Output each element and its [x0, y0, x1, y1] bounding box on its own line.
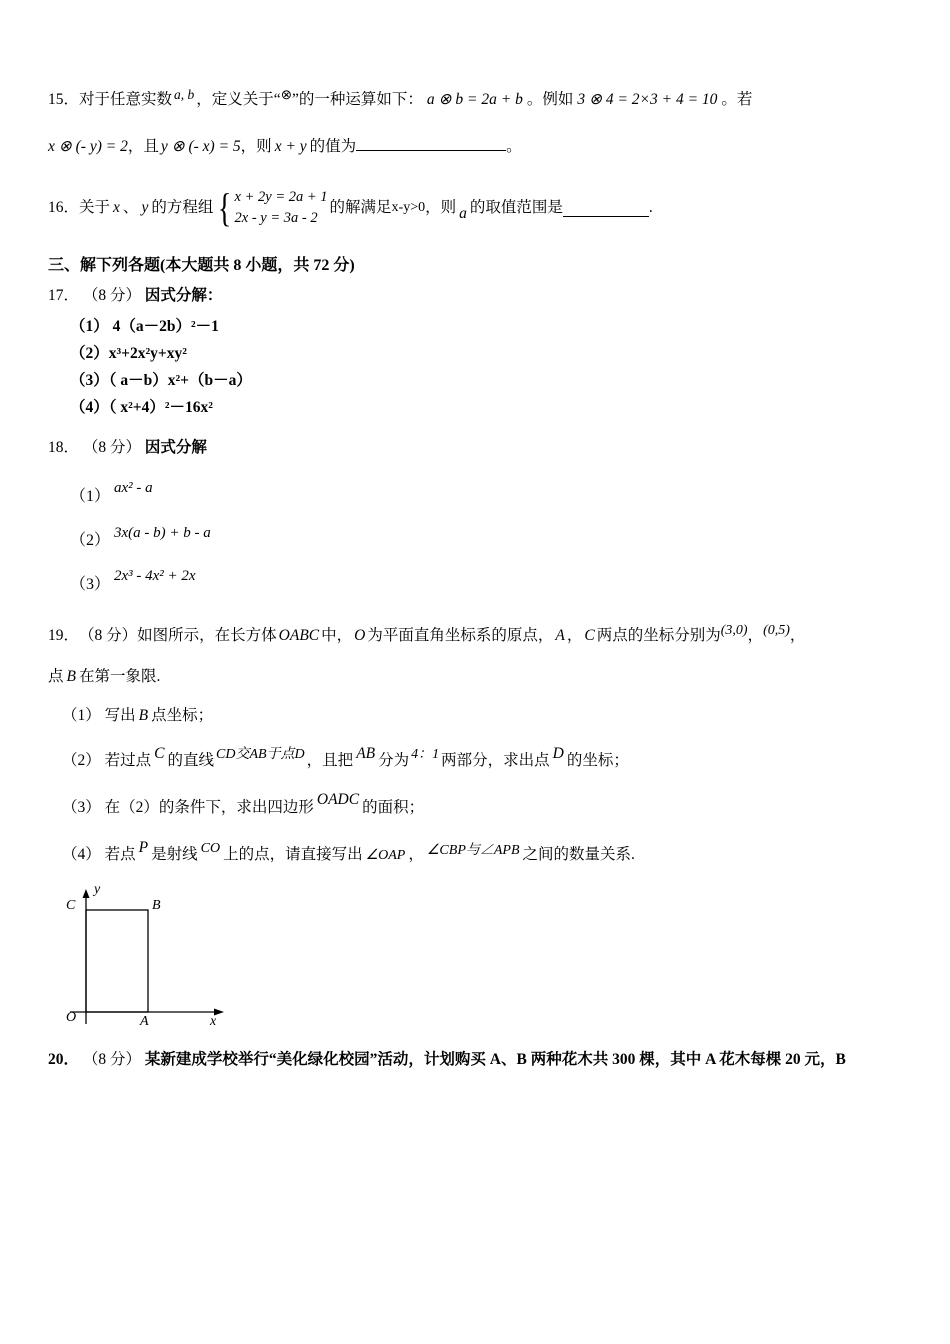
figure-label-C: C — [66, 897, 76, 913]
figure-label-O: O — [66, 1009, 77, 1025]
q19-score: （8 分） — [79, 626, 138, 644]
q19-sub4-point-P: P — [138, 838, 149, 856]
q19-line1c: 为平面直角坐标系的原点， — [367, 626, 554, 644]
q19-sub4-comma: ， — [408, 845, 424, 863]
q19-sub4a: （4） 若点 — [62, 845, 136, 863]
q15-mid4: 。若 — [721, 91, 753, 108]
q19-sub2c: ，且把 — [306, 751, 354, 769]
q15-operator: ⊗ — [280, 87, 292, 102]
q18-label-1: （1） — [70, 487, 111, 505]
q19-sub2-line-cd: CD交AB于点D — [216, 746, 305, 762]
q18-item-3 — [70, 564, 908, 594]
q16-system-line-2: 2x - y = 3a - 2 — [234, 210, 318, 227]
q19-line1b: 中， — [321, 626, 353, 644]
q19-sub4b: 是射线 — [151, 845, 198, 863]
question-15 — [48, 88, 908, 159]
q19-comma: ， — [566, 626, 583, 644]
q19-sub2b: 的直线 — [167, 751, 214, 769]
q19-solid-name: OABC — [278, 626, 320, 644]
q18-number: 18． — [48, 439, 80, 457]
q17-number: 17． — [48, 287, 80, 305]
coordinate-figure — [58, 881, 258, 1034]
question-16 — [48, 187, 908, 231]
q17-item-2: （2）x³+2x²y+xy² — [70, 345, 187, 363]
q16-mid1: 的方程组 — [151, 199, 214, 217]
figure-axis-y-label: y — [94, 881, 101, 897]
q19-point-C: C — [584, 626, 595, 644]
q16-system-line-1: x + 2y = 2a + 1 — [234, 188, 328, 205]
q19-line2a: 点 — [48, 667, 64, 685]
q15-mid2: 的一种运算如下： — [298, 91, 423, 108]
q15-vars: a, b — [174, 87, 195, 102]
q19-number: 19． — [48, 626, 80, 644]
q15-mid5: ，则 — [240, 137, 272, 155]
q19-sub2-point-D: D — [552, 744, 564, 762]
q18-score: （8 分） — [82, 439, 142, 457]
q19-line1d: 两点的坐标分别为 — [596, 626, 721, 644]
q15-period: 。 — [506, 137, 522, 155]
q15-example: 3 ⊗ 4 = 2×3 + 4 = 10 — [577, 91, 718, 108]
q15-equation-2: y ⊗ (- x) = 5 — [160, 137, 241, 155]
figure-label-A: A — [140, 1013, 149, 1029]
q16-answer-blank[interactable] — [563, 200, 649, 217]
q15-answer-blank[interactable] — [356, 134, 506, 151]
q18-formula-1: ax² - a — [114, 479, 153, 496]
q15-quote-close: ” — [292, 91, 299, 108]
q16-separator: 、 — [122, 199, 139, 217]
q19-sub3a: （3） 在（2）的条件下，求出四边形 — [62, 798, 314, 816]
q15-quote-open: “ — [273, 91, 281, 108]
q16-system — [215, 187, 327, 231]
q18-formula-2: 3x(a - b) + b - a — [114, 524, 211, 541]
question-20 — [48, 1048, 908, 1073]
q19-point-A: A — [555, 626, 565, 644]
question-18 — [48, 435, 908, 461]
q19-sub2a: （2） 若过点 — [62, 751, 152, 769]
q19-sub2-ratio: 4：1 — [411, 746, 440, 762]
q16-param: a — [459, 205, 467, 223]
q15-definition: a ⊗ b = 2a + b — [426, 91, 523, 108]
q18-item-2 — [70, 520, 908, 550]
q19-sub2f: 的坐标； — [566, 751, 629, 769]
q17-title: 因式分解： — [144, 287, 223, 305]
q19-coord-C: (0,5) — [763, 622, 790, 638]
q20-text: 某新建成学校举行“美化绿化校园”活动，计划购买 A、B 两种花木共 300 棵，其中 A 花木每棵 20 元，B — [144, 1050, 846, 1068]
q16-mid3: ，则 — [425, 199, 457, 217]
q15-expression: x + y — [274, 137, 307, 155]
q16-number: 16． — [48, 199, 80, 217]
q15-equation-1: x ⊗ (- y) = 2 — [48, 137, 128, 155]
q19-sub1-point-B: B — [138, 706, 149, 724]
q15-number: 15． — [48, 91, 80, 108]
q19-sub4-angles: ∠CBP与∠APB — [426, 842, 520, 858]
q18-item-1 — [70, 476, 908, 506]
q19-sub2e: 两部分，求出点 — [441, 751, 550, 769]
q16-tail: 的取值范围是 — [469, 199, 563, 217]
q19-sub2d: 分为 — [378, 751, 410, 769]
q18-label-2: （2） — [70, 531, 111, 549]
q19-sub1a: （1） 写出 — [62, 706, 136, 724]
q19-line1a: 如图所示，在长方体 — [137, 626, 277, 644]
q19-point-B: B — [66, 667, 76, 685]
q19-line1e: ， — [747, 626, 764, 644]
q18-label-3: （3） — [70, 575, 111, 593]
q19-sub2-point-C: C — [154, 744, 165, 762]
q15-conjunction: ，且 — [127, 137, 159, 155]
q19-sub3b: 的面积； — [362, 798, 425, 816]
question-19 — [48, 620, 908, 870]
q20-number: 20． — [48, 1050, 80, 1068]
q17-score: （8 分） — [82, 287, 142, 305]
figure-axis-x-label: x — [210, 1013, 217, 1029]
q19-sub2-seg-ab: AB — [356, 744, 376, 762]
q18-formula-3: 2x³ - 4x² + 2x — [114, 567, 196, 584]
section-3-title: 三、解下列各题(本大题共 8 小题，共 72 分) — [48, 257, 355, 275]
q15-mid3: 。例如 — [526, 91, 574, 108]
q15-lead: 对于任意实数 — [79, 91, 173, 108]
q16-period: . — [648, 199, 653, 217]
q19-sub4-angle-oap: ∠OAP — [365, 847, 406, 863]
q19-sub1b: 点坐标； — [151, 706, 214, 724]
q16-condition: x-y>0 — [391, 200, 426, 216]
figure-label-B: B — [152, 897, 161, 913]
q17-item-3: （3）（ a－b）x²+（b－a） — [70, 372, 252, 390]
q15-tail: 的值为 — [309, 137, 357, 155]
q17-item-4: （4）（ x²+4）²－16x² — [70, 399, 213, 417]
system-brace: { — [218, 185, 232, 231]
q18-title: 因式分解 — [144, 439, 207, 457]
q19-point-O: O — [354, 626, 366, 644]
q19-coord-A: (3,0) — [720, 622, 748, 638]
q16-lead: 关于 — [79, 199, 111, 217]
q16-var-x: x — [113, 199, 120, 217]
question-17 — [48, 283, 908, 309]
q17-item-1: （1） 4（a－2b）²－1 — [70, 318, 219, 336]
q19-sub4-ray-co: CO — [200, 840, 221, 856]
q19-line2b: 在第一象限. — [78, 667, 161, 685]
q16-var-y: y — [141, 199, 149, 217]
q20-score: （8 分） — [82, 1050, 142, 1068]
q19-sub3-quad: OADC — [316, 790, 360, 808]
q15-mid1: ，定义关于 — [196, 91, 274, 108]
q19-sub4d: 之间的数量关系. — [522, 845, 635, 863]
page-content — [48, 88, 908, 1073]
q19-line1f: ， — [789, 626, 806, 644]
q16-mid2: 的解满足 — [329, 199, 392, 217]
q19-sub4c: 上的点，请直接写出 — [223, 845, 363, 863]
